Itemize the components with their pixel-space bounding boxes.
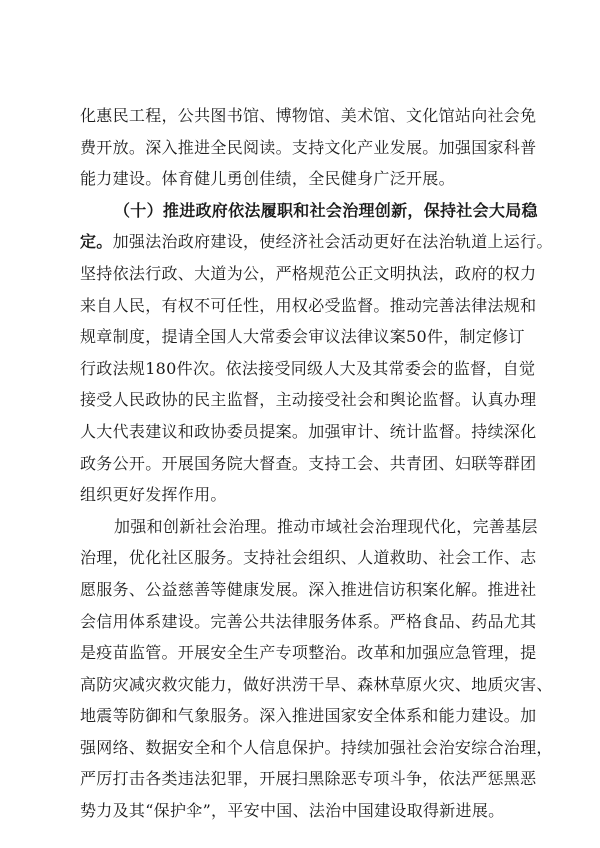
text-line: 愿服务、公益慈善等健康发展。深入推进信访积案化解。推进社: [80, 579, 537, 599]
section-heading: （十）推进政府依法履职和社会治理创新，保持社会大局稳: [114, 200, 538, 220]
paragraph-culture: [80, 100, 537, 195]
text-line: 严厉打击各类违法犯罪，开展扫黑除恶专项斗争，依法严惩黑恶: [80, 769, 537, 789]
text-line: 高防灾减灾救灾能力，做好洪涝干旱、森林草原火灾、地质灾害、: [80, 674, 553, 694]
text-line: 费开放。深入推进全民阅读。支持文化产业发展。加强国家科普: [80, 137, 537, 157]
text-line: 强网络、数据安全和个人信息保护。持续加强社会治安综合治理，: [80, 737, 553, 757]
text-line: 化惠民工程，公共图书馆、博物馆、美术馆、文化馆站向社会免: [80, 106, 537, 125]
text-line: 加强和创新社会治理。推动市域社会治理现代化，完善基层: [114, 516, 538, 536]
text-line: 是疫苗监管。开展安全生产专项整治。改革和加强应急管理，提: [80, 643, 537, 663]
text-span: 加强法治政府建设，使经济社会活动更好在法治轨道上运行。: [112, 232, 553, 252]
text-line: 坚持依法行政、大道为公，严格规范公正文明执法，政府的权力: [80, 263, 537, 283]
text-line: 人大代表建议和政协委员提案。加强审计、统计监督。持续深化: [80, 421, 537, 441]
text-line: 治理，优化社区服务。支持社会组织、人道救助、社会工作、志: [80, 548, 537, 568]
paragraph-rule-of-law: [80, 195, 553, 511]
text-line: 规章制度，提请全国人大常委会审议法律议案50件，制定修订: [80, 327, 525, 347]
paragraph-social-governance: [80, 511, 553, 827]
text-line: 接受人民政协的民主监督，主动接受社会和舆论监督。认真办理: [80, 390, 537, 410]
text-line: 势力及其“保护伞”，平安中国、法治中国建设取得新进展。: [80, 801, 505, 821]
document-page: [80, 100, 553, 827]
text-line: 行政法规180件次。依法接受同级人大及其常委会的监督，自觉: [80, 358, 536, 378]
text-line: 能力建设。体育健儿勇创佳绩，全民健身广泛开展。: [80, 169, 455, 189]
text-line: 政务公开。开展国务院大督查。支持工会、共青团、妇联等群团: [80, 453, 537, 473]
text-line: 会信用体系建设。完善公共法律服务体系。严格食品、药品尤其: [80, 611, 537, 631]
text-line: 来自人民，有权不可任性，用权必受监督。推动完善法律法规和: [80, 295, 537, 315]
text-line: [80, 195, 538, 227]
text-line: 组织更好发挥作用。: [80, 485, 227, 505]
text-line: 地震等防御和气象服务。深入推进国家安全体系和能力建设。加: [80, 706, 537, 726]
text-line: [80, 226, 553, 258]
section-heading-tail: 定。: [80, 232, 113, 252]
